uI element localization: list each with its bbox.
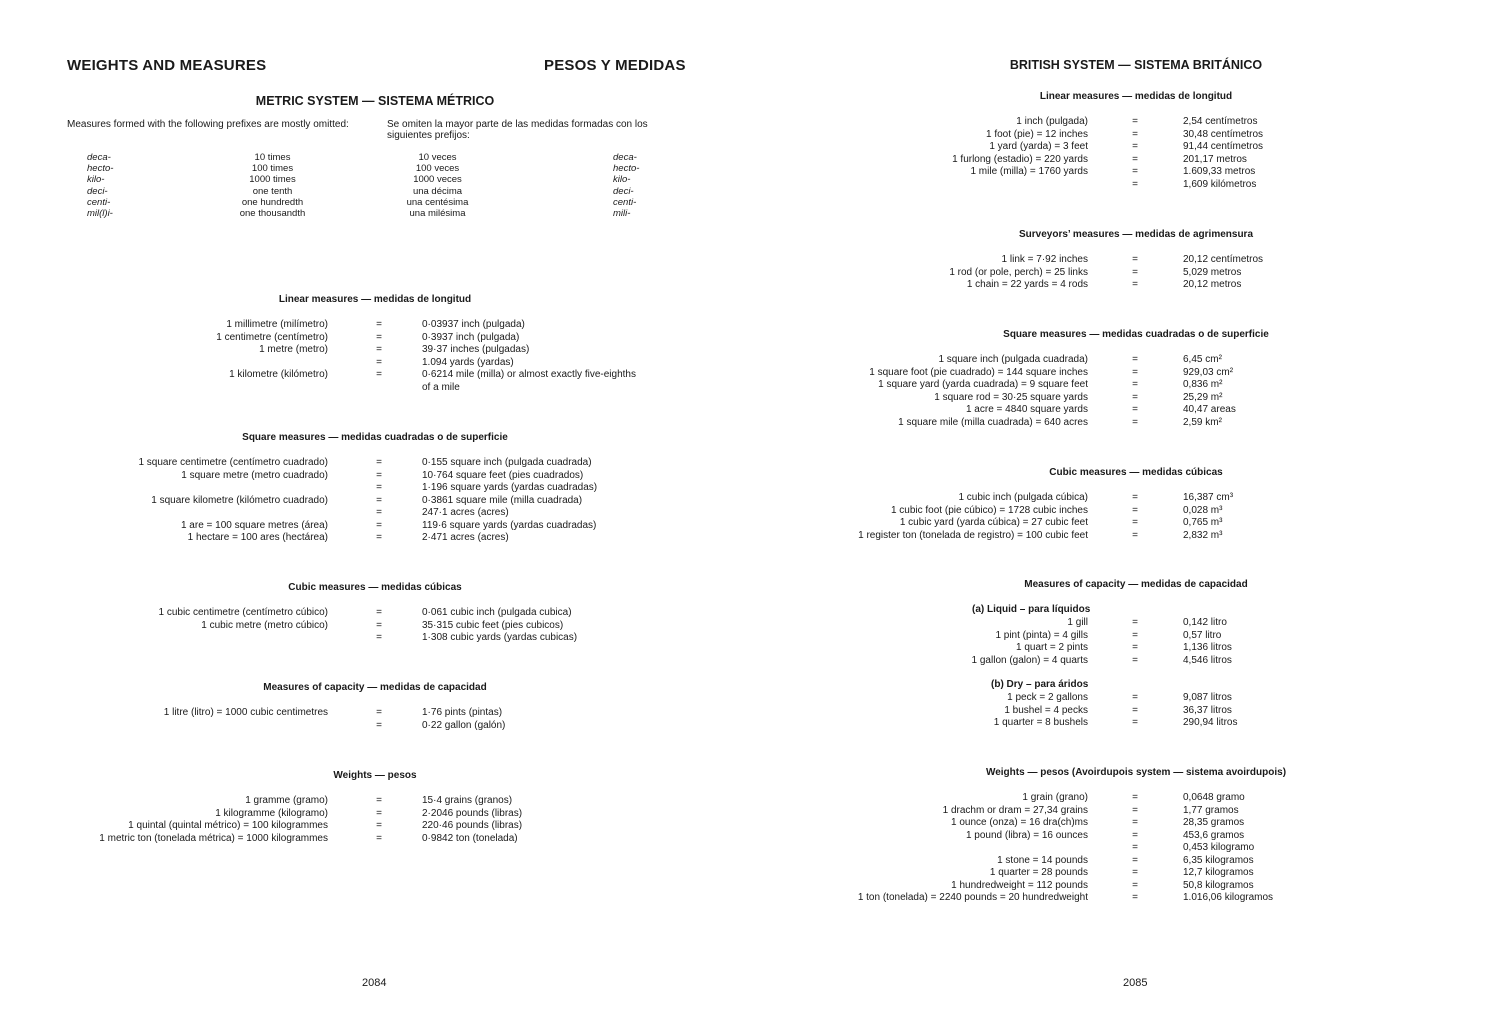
- measure-label: 1 acre = 4840 square yards: [965, 404, 1088, 415]
- prefix-spanish: kilo-: [613, 174, 631, 186]
- section-heading: Weights — pesos: [333, 770, 417, 781]
- section-heading: Measures of capacity — medidas de capacidad: [263, 682, 487, 693]
- measure-label: 1 quart = 2 pints: [1016, 642, 1088, 653]
- measure-value: 39·37 inches (pulgadas): [422, 344, 530, 355]
- right-page: [750, 0, 1500, 1026]
- equals-sign: =: [376, 457, 382, 468]
- equals-sign: =: [1132, 892, 1138, 903]
- prefix-english: mil(l)i-: [87, 208, 113, 219]
- measure-label: 1 cubic centimetre (centímetro cúbico): [158, 607, 328, 618]
- equals-sign: =: [376, 632, 382, 643]
- measure-label: 1 inch (pulgada): [1016, 116, 1088, 127]
- measure-value: 0·3937 inch (pulgada): [422, 331, 520, 343]
- measure-label: 1 cubic yard (yarda cúbica) = 27 cubic feet: [899, 517, 1088, 528]
- measure-value: 0·155 square inch (pulgada cuadrada): [422, 457, 592, 468]
- measure-label: 1 millimetre (milímetro): [226, 319, 328, 330]
- measure-value: 220·46 pounds (libras): [422, 820, 523, 831]
- measure-value: 10·764 square feet (pies cuadrados): [422, 469, 584, 481]
- prefix-spanish: deca-: [613, 152, 637, 163]
- equals-sign: =: [376, 707, 382, 718]
- measure-value: 0,836 m²: [1183, 379, 1223, 390]
- measure-label: 1 ton (tonelada) = 2240 pounds = 20 hundredweight: [857, 892, 1088, 903]
- measure-label: 1 quarter = 8 bushels: [993, 717, 1088, 728]
- measure-label: 1 bushel = 4 pecks: [1004, 704, 1088, 716]
- prefix-english-value: one hundredth: [241, 196, 304, 208]
- measure-value: 1.094 yards (yardas): [422, 356, 514, 368]
- prefix-english-value: one thousandth: [239, 208, 306, 219]
- measure-label: 1 centimetre (centímetro): [216, 331, 328, 343]
- equals-sign: =: [1132, 416, 1138, 428]
- equals-sign: =: [376, 832, 382, 844]
- measure-label: 1 are = 100 square metres (área): [180, 519, 328, 531]
- equals-sign: =: [376, 482, 382, 493]
- measure-label: 1 quintal (quintal métrico) = 100 kilogrammes: [128, 820, 328, 831]
- measure-value: 201,17 metros: [1183, 153, 1247, 165]
- measure-value: 1·308 cubic yards (yardas cubicas): [422, 632, 578, 643]
- measure-value: 16,387 cm³: [1183, 492, 1234, 503]
- measure-value: 0·9842 ton (tonelada): [422, 832, 518, 844]
- measure-value: 36,37 litros: [1183, 704, 1232, 716]
- measure-value: 28,35 gramos: [1183, 817, 1245, 828]
- prefix-spanish: mili-: [613, 208, 631, 219]
- measure-label: 1 ounce (onza) = 16 dra(ch)ms: [950, 817, 1088, 828]
- measure-label: 1 furlong (estadio) = 220 yards: [952, 153, 1088, 165]
- measure-value: 1.609,33 metros: [1183, 166, 1256, 177]
- equals-sign: =: [1132, 379, 1138, 390]
- measure-value: 25,29 m²: [1183, 391, 1223, 403]
- equals-sign: =: [376, 319, 382, 330]
- dry-subheading: (b) Dry – para áridos: [991, 679, 1089, 690]
- equals-sign: =: [1132, 504, 1138, 516]
- equals-sign: =: [376, 356, 382, 368]
- section-heading: Cubic measures — medidas cúbicas: [288, 582, 462, 593]
- equals-sign: =: [1132, 391, 1138, 403]
- measure-label: 1 gallon (galon) = 4 quarts: [971, 654, 1088, 666]
- equals-sign: =: [376, 507, 382, 518]
- equals-sign: =: [1132, 642, 1138, 653]
- measure-label: 1 rod (or pole, perch) = 25 links: [949, 266, 1088, 278]
- measure-value: 1,136 litros: [1183, 642, 1232, 653]
- equals-sign: =: [376, 532, 382, 543]
- british-system-heading: BRITISH SYSTEM — SISTEMA BRITÁNICO: [1009, 58, 1263, 72]
- prefix-english: deca-: [87, 152, 111, 163]
- measure-label: 1 square yard (yarda cuadrada) = 9 square feet: [878, 379, 1088, 390]
- measure-value: 0,57 litro: [1183, 629, 1222, 641]
- equals-sign: =: [376, 494, 382, 506]
- section-heading: Weights — pesos (Avoirdupois system — sistema avoirdupois): [985, 767, 1287, 778]
- equals-sign: =: [1132, 654, 1138, 666]
- measure-label: 1 square kilometre (kilómetro cuadrado): [151, 494, 328, 506]
- prefix-english-value: 1000 times: [249, 174, 296, 186]
- equals-sign: =: [1132, 128, 1138, 140]
- intro-english: Measures formed with the following prefixes are mostly omitted:: [67, 119, 349, 130]
- measure-label: 1 kilogramme (kilogramo): [215, 807, 328, 819]
- equals-sign: =: [1132, 629, 1138, 641]
- measure-label: 1 link = 7·92 inches: [1001, 254, 1088, 265]
- measure-value: 453,6 gramos: [1183, 829, 1245, 841]
- prefix-english-value: 10 times: [254, 152, 291, 163]
- measure-label: 1 yard (yarda) = 3 feet: [989, 141, 1088, 152]
- measure-value: 0·6214 mile (milla) or almost exactly five-eighths: [422, 369, 636, 380]
- equals-sign: =: [376, 331, 382, 343]
- measure-label: 1 mile (milla) = 1760 yards: [970, 166, 1088, 177]
- equals-sign: =: [376, 719, 382, 731]
- measure-label: 1 square rod = 30·25 square yards: [934, 391, 1088, 403]
- equals-sign: =: [376, 519, 382, 531]
- measure-value: 35·315 cubic feet (pies cubicos): [422, 619, 564, 631]
- measure-value: 1·76 pints (pintas): [422, 707, 503, 718]
- measure-value: of a mile: [422, 381, 460, 393]
- measure-value: 0·061 cubic inch (pulgada cubica): [422, 607, 572, 618]
- section-heading: Linear measures — medidas de longitud: [1039, 91, 1233, 102]
- measure-label: 1 square inch (pulgada cuadrada): [938, 354, 1088, 365]
- prefix-english: hecto-: [87, 163, 114, 175]
- equals-sign: =: [1132, 366, 1138, 378]
- measure-label: 1 quarter = 28 pounds: [989, 867, 1088, 878]
- measure-value: 1,609 kilómetros: [1183, 178, 1257, 190]
- equals-sign: =: [1132, 829, 1138, 841]
- measure-value: 0·03937 inch (pulgada): [422, 319, 525, 330]
- intro-spanish-line-1: Se omiten la mayor parte de las medidas formadas con los: [387, 119, 648, 130]
- equals-sign: =: [1132, 792, 1138, 803]
- measure-value: 2,832 m³: [1183, 529, 1223, 541]
- measure-value: 91,44 centímetros: [1183, 141, 1264, 152]
- measure-label: 1 stone = 14 pounds: [997, 854, 1088, 866]
- page-number: 2084: [362, 977, 387, 989]
- measure-value: 119·6 square yards (yardas cuadradas): [422, 519, 597, 531]
- measure-value: 1·196 square yards (yardas cuadradas): [422, 482, 598, 493]
- equals-sign: =: [1132, 141, 1138, 152]
- measure-label: 1 chain = 22 yards = 4 rods: [966, 279, 1088, 290]
- measure-value: 290,94 litros: [1183, 717, 1238, 728]
- prefix-spanish: deci-: [613, 185, 634, 197]
- equals-sign: =: [1132, 517, 1138, 528]
- prefix-english: centi-: [87, 196, 111, 208]
- measure-label: 1 square foot (pie cuadrado) = 144 square inches: [869, 366, 1088, 378]
- measure-label: 1 metric ton (tonelada métrica) = 1000 kilogrammes: [99, 832, 328, 844]
- measure-label: 1 kilometre (kilómetro): [229, 369, 328, 380]
- measure-value: 247·1 acres (acres): [422, 507, 509, 518]
- measure-value: 0,765 m³: [1183, 517, 1223, 528]
- measure-value: 1,77 gramos: [1183, 804, 1239, 816]
- equals-sign: =: [1132, 867, 1138, 878]
- equals-sign: =: [1132, 153, 1138, 165]
- equals-sign: =: [1132, 717, 1138, 728]
- measure-label: 1 gill: [1067, 617, 1088, 628]
- title-spanish: PESOS Y MEDIDAS: [544, 57, 686, 74]
- section-heading: Linear measures — medidas de longitud: [278, 294, 472, 305]
- equals-sign: =: [376, 807, 382, 819]
- prefix-english: deci-: [87, 185, 108, 197]
- equals-sign: =: [376, 344, 382, 355]
- prefix-spanish-value: una centésima: [406, 196, 469, 208]
- prefix-english-value: 100 times: [251, 163, 294, 175]
- section-heading: Square measures — medidas cuadradas o de superficie: [1003, 329, 1269, 340]
- section-heading: Measures of capacity — medidas de capacidad: [1024, 579, 1248, 590]
- measure-label: 1 square centimetre (centímetro cuadrado): [138, 457, 328, 468]
- measure-label: 1 hectare = 100 ares (hectárea): [187, 532, 328, 543]
- equals-sign: =: [1132, 266, 1138, 278]
- measure-value: 12,7 kilogramos: [1183, 867, 1254, 878]
- equals-sign: =: [1132, 116, 1138, 127]
- measure-label: 1 metre (metro): [259, 344, 328, 355]
- measure-label: 1 litre (litro) = 1000 cubic centimetres: [163, 707, 328, 718]
- measure-value: 15·4 grains (granos): [422, 795, 513, 806]
- measure-value: 5,029 metros: [1183, 266, 1242, 278]
- section-heading: Square measures — medidas cuadradas o de superficie: [242, 432, 508, 443]
- prefix-spanish-value: una décima: [412, 185, 463, 197]
- measure-value: 4,546 litros: [1183, 654, 1232, 666]
- prefix-spanish-value: una milésima: [409, 208, 466, 219]
- measure-label: 1 gramme (gramo): [245, 795, 328, 806]
- prefix-spanish: centi-: [613, 196, 637, 208]
- measure-value: 0,453 kilogramo: [1183, 842, 1255, 853]
- equals-sign: =: [1132, 617, 1138, 628]
- prefix-spanish-value: 10 veces: [418, 152, 457, 163]
- section-heading: Cubic measures — medidas cúbicas: [1049, 467, 1223, 478]
- equals-sign: =: [376, 607, 382, 618]
- equals-sign: =: [1132, 704, 1138, 716]
- equals-sign: =: [1132, 529, 1138, 541]
- equals-sign: =: [376, 795, 382, 806]
- measure-value: 0,142 litro: [1183, 617, 1227, 628]
- measure-value: 40,47 areas: [1183, 404, 1236, 415]
- prefix-english-value: one tenth: [252, 185, 293, 197]
- prefix-english: kilo-: [87, 174, 105, 186]
- equals-sign: =: [1132, 692, 1138, 703]
- equals-sign: =: [1132, 854, 1138, 866]
- measure-value: 0,0648 gramo: [1183, 792, 1245, 803]
- equals-sign: =: [1132, 178, 1138, 190]
- measure-value: 0,028 m³: [1183, 504, 1223, 516]
- measure-value: 1.016,06 kilogramos: [1183, 892, 1274, 903]
- equals-sign: =: [1132, 817, 1138, 828]
- equals-sign: =: [1132, 354, 1138, 365]
- measure-value: 20,12 centímetros: [1183, 254, 1264, 265]
- section-heading: Surveyors’ measures — medidas de agrimensura: [1019, 229, 1253, 240]
- measure-value: 2,54 centímetros: [1183, 116, 1258, 127]
- equals-sign: =: [376, 820, 382, 831]
- equals-sign: =: [1132, 842, 1138, 853]
- measure-label: 1 hundredweight = 112 pounds: [951, 879, 1088, 891]
- measure-label: 1 register ton (tonelada de registro) = 100 cubic feet: [858, 529, 1088, 541]
- equals-sign: =: [1132, 254, 1138, 265]
- measure-value: 2·2046 pounds (libras): [422, 807, 523, 819]
- measure-label: 1 pint (pinta) = 4 gills: [995, 629, 1088, 641]
- equals-sign: =: [1132, 404, 1138, 415]
- equals-sign: =: [1132, 492, 1138, 503]
- equals-sign: =: [376, 619, 382, 631]
- title-english: WEIGHTS AND MEASURES: [67, 57, 267, 74]
- liquid-subheading: (a) Liquid – para líquidos: [972, 604, 1091, 615]
- measure-value: 9,087 litros: [1183, 692, 1232, 703]
- measure-value: 0·22 gallon (galón): [422, 719, 506, 731]
- measure-label: 1 square mile (milla cuadrada) = 640 acres: [898, 416, 1088, 428]
- measure-value: 2·471 acres (acres): [422, 532, 509, 543]
- equals-sign: =: [1132, 804, 1138, 816]
- equals-sign: =: [1132, 279, 1138, 290]
- intro-spanish-line-2: siguientes prefijos:: [387, 130, 470, 141]
- measure-label: 1 grain (grano): [1022, 792, 1088, 803]
- equals-sign: =: [376, 369, 382, 380]
- measure-label: 1 pound (libra) = 16 ounces: [965, 829, 1088, 841]
- prefix-spanish-value: 100 veces: [415, 163, 460, 175]
- measure-value: 30,48 centímetros: [1183, 128, 1264, 140]
- measure-value: 929,03 cm²: [1183, 366, 1234, 378]
- measure-label: 1 cubic foot (pie cúbico) = 1728 cubic inches: [890, 504, 1088, 516]
- measure-value: 50,8 kilogramos: [1183, 879, 1254, 891]
- equals-sign: =: [1132, 879, 1138, 891]
- prefix-spanish-value: 1000 veces: [413, 174, 462, 186]
- equals-sign: =: [376, 469, 382, 481]
- measure-value: 20,12 metros: [1183, 279, 1242, 290]
- measure-value: 0·3861 square mile (milla cuadrada): [422, 494, 583, 506]
- measure-label: 1 peck = 2 gallons: [1007, 692, 1088, 703]
- equals-sign: =: [1132, 166, 1138, 177]
- measure-value: 6,35 kilogramos: [1183, 854, 1254, 866]
- prefix-spanish: hecto-: [613, 163, 640, 175]
- measure-label: 1 cubic inch (pulgada cúbica): [958, 492, 1088, 503]
- measure-label: 1 cubic metre (metro cúbico): [201, 619, 328, 631]
- page-number: 2085: [1123, 977, 1148, 989]
- metric-system-heading: METRIC SYSTEM — SISTEMA MÉTRICO: [255, 94, 495, 108]
- measure-label: 1 square metre (metro cuadrado): [181, 469, 328, 481]
- measure-label: 1 drachm or dram = 27,34 grains: [942, 804, 1088, 816]
- measure-value: 6,45 cm²: [1183, 354, 1222, 365]
- measure-label: 1 foot (pie) = 12 inches: [985, 128, 1088, 140]
- measure-value: 2,59 km²: [1183, 416, 1222, 428]
